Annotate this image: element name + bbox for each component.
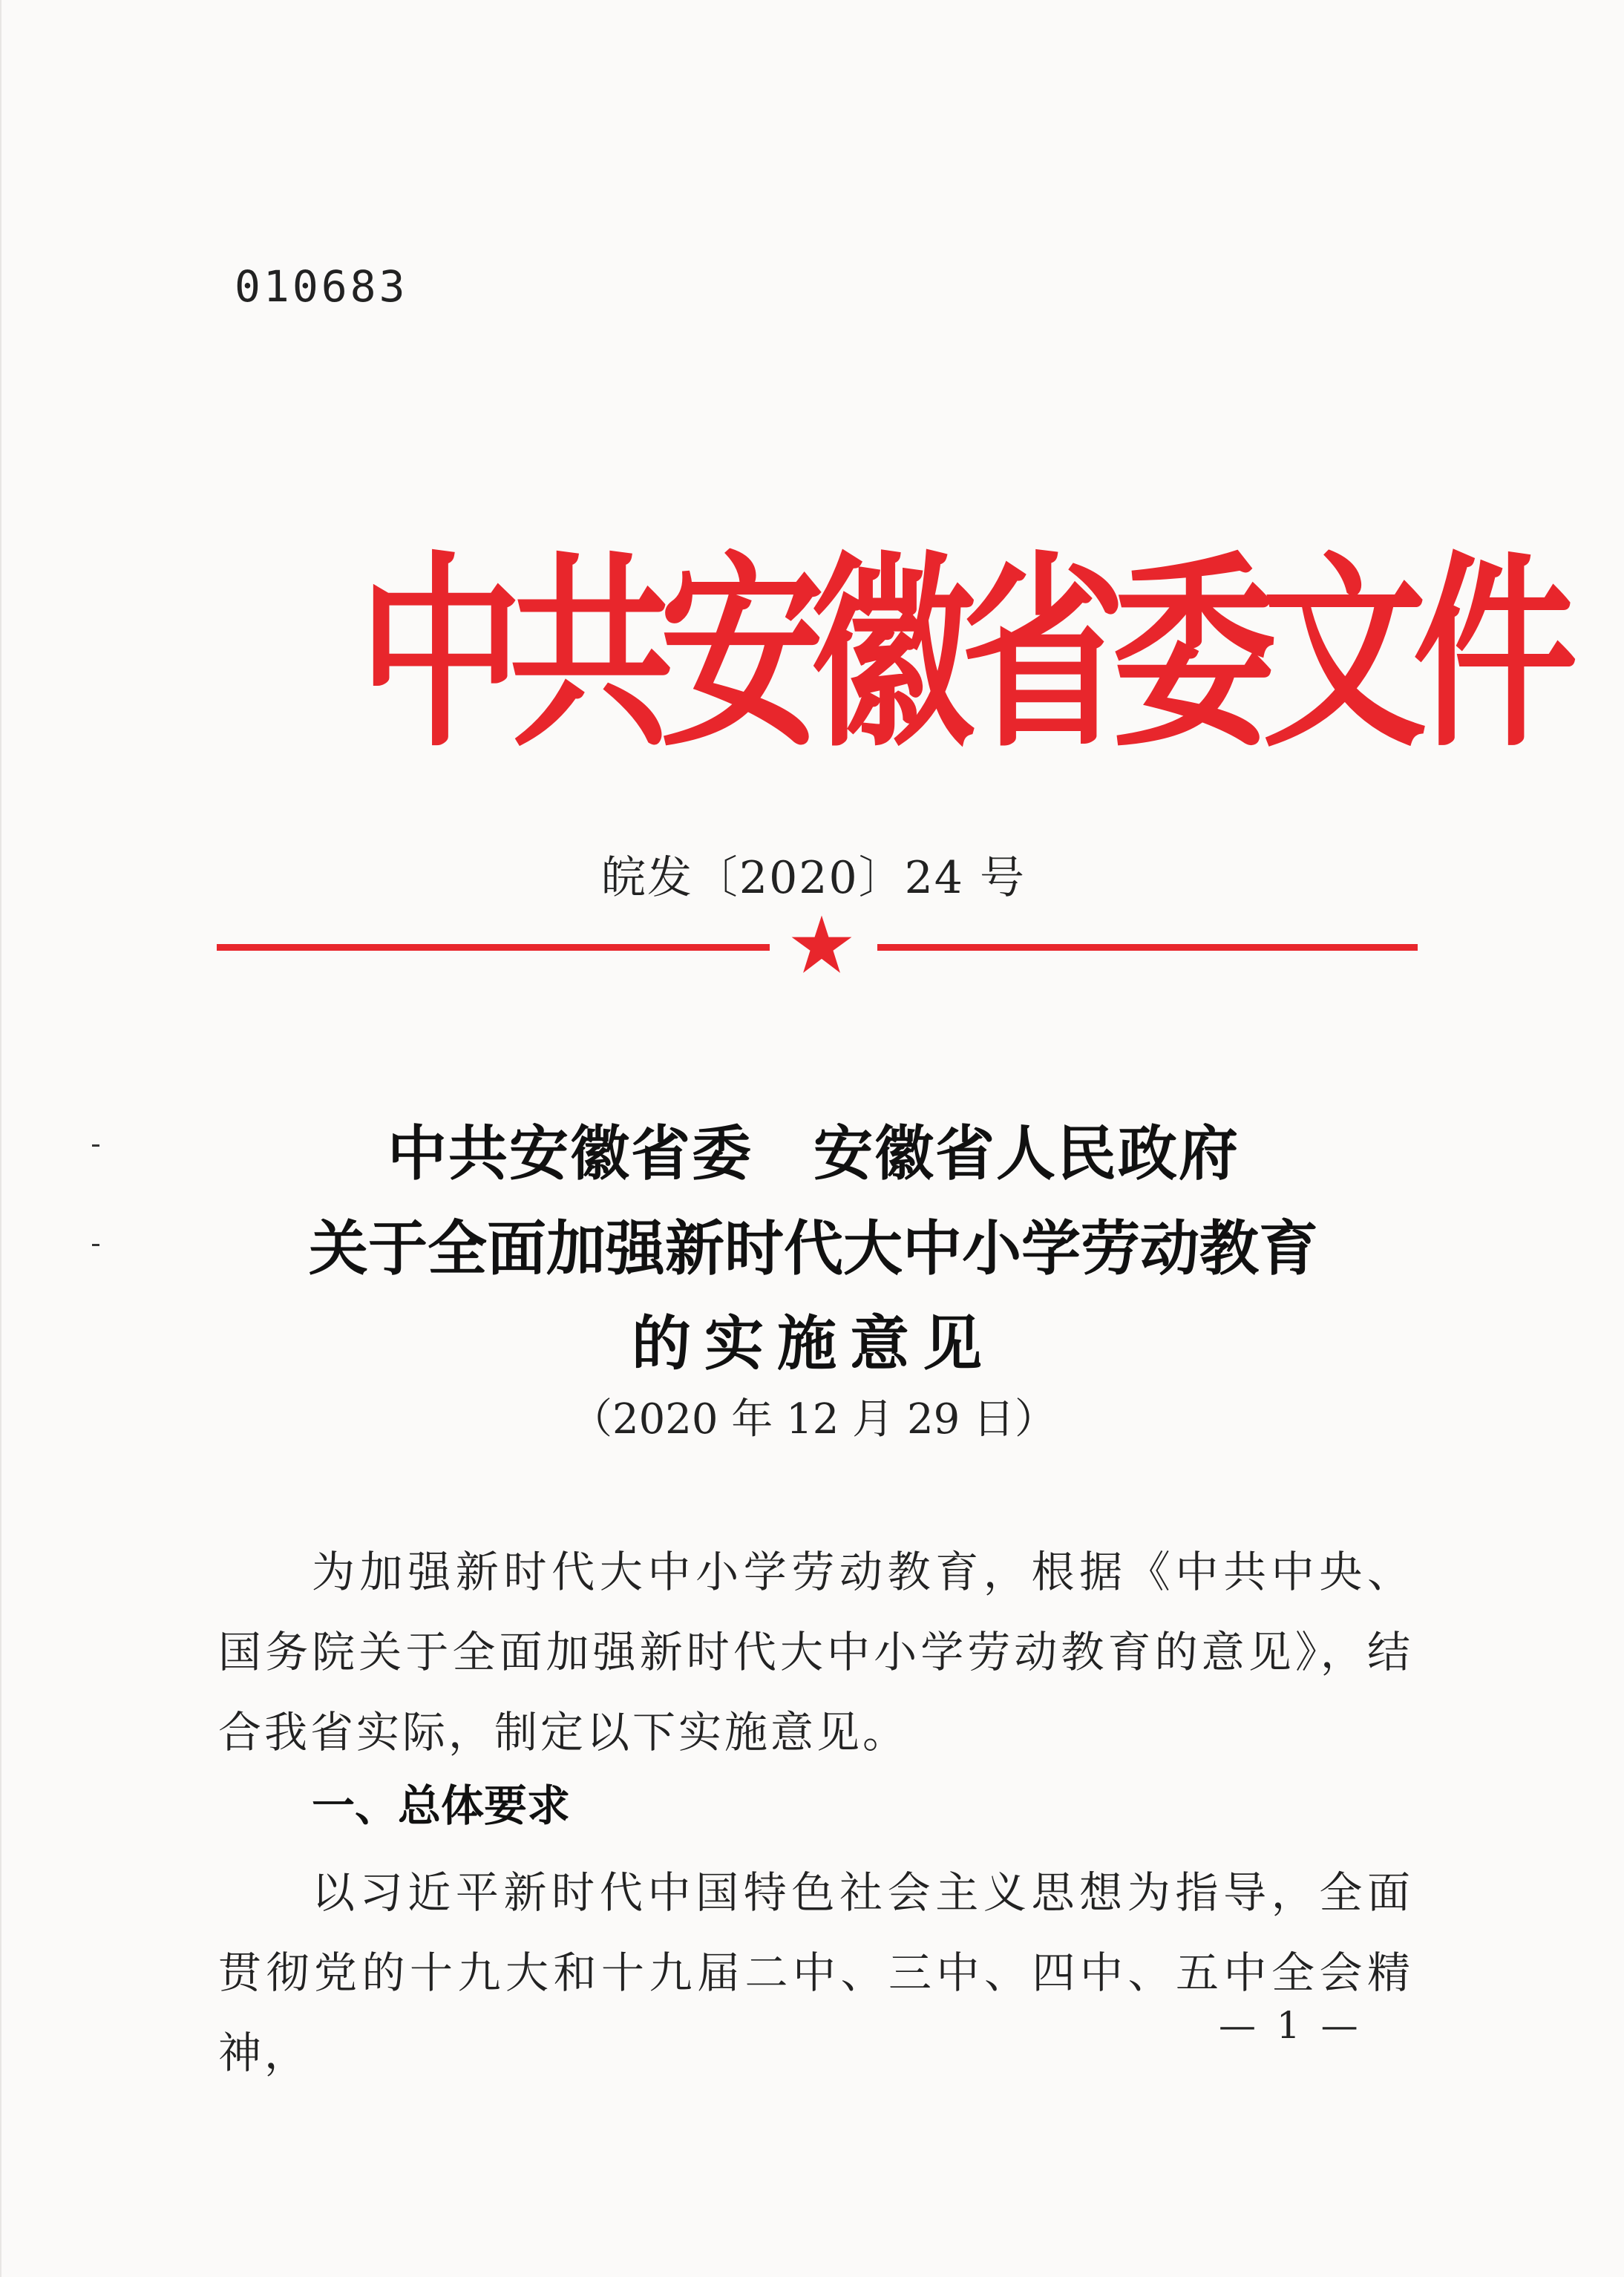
body-paragraph-1: 为加强新时代大中小学劳动教育，根据《中共中央、国务院关于全面加强新时代大中小学劳动教育的意见》，结合我省实际，制定以下实施意见。 [218,1547,1413,1757]
title-line-3: 的实施意见 [632,1308,995,1378]
title-line-2: 关于全面加强新时代大中小学劳动教育 [309,1213,1318,1283]
section-heading-1: 一、总体要求 [312,1780,571,1831]
title-line-1: 中共安徽省委 安徽省人民政府 [387,1118,1240,1188]
star-icon [790,913,854,977]
document-number: 皖发〔2020〕24 号 [600,852,1027,904]
document-date: （2020 年 12 月 29 日） [570,1395,1057,1444]
serial-number: 010683 [235,261,408,312]
page-number: — 1 — [1219,2004,1363,2047]
body-paragraph-2: 以习近平新时代中国特色社会主义思想为指导，全面贯彻党的十九大和十九届二中、三中、四中、五中全会精神， [218,1867,1413,2078]
document-masthead: 中共安徽省委文件 [358,534,1564,775]
red-divider-right [877,944,1418,951]
red-divider-left [217,944,770,951]
